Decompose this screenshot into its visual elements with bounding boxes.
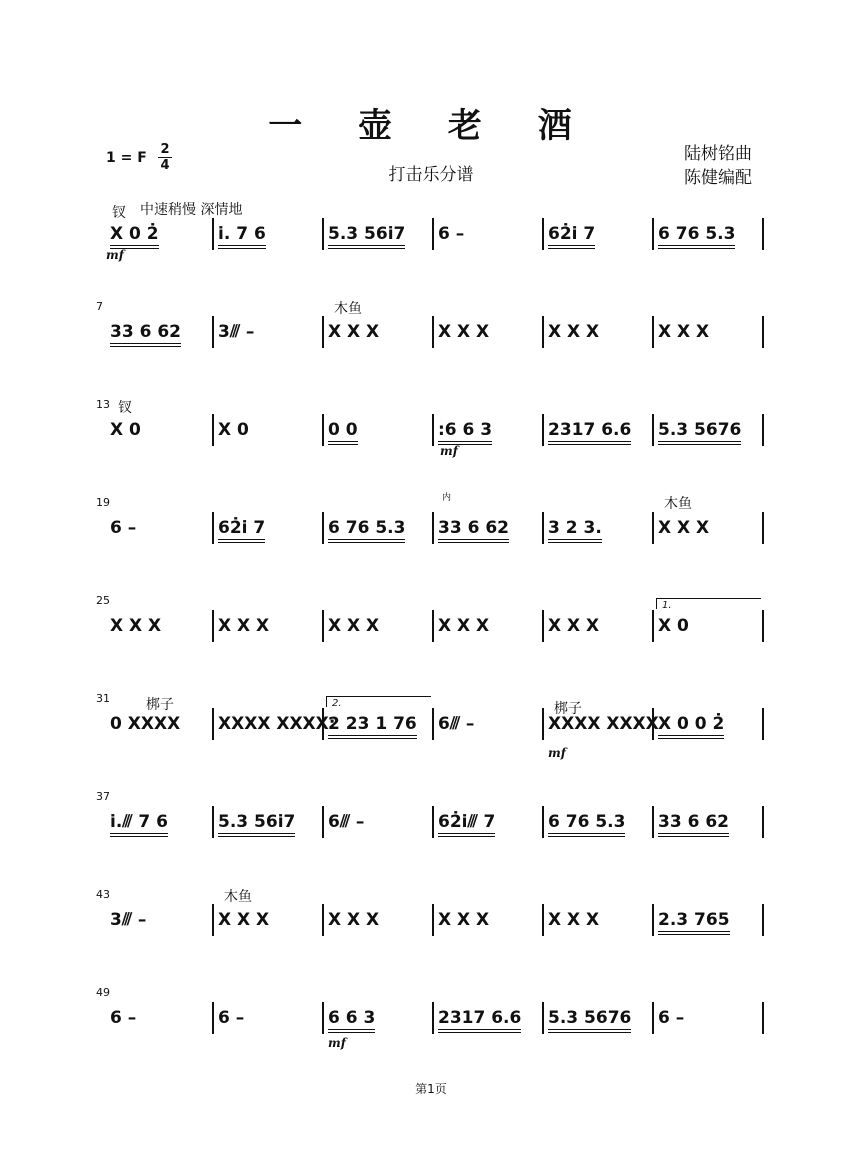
measure-notes: X 0 2̇ xyxy=(110,224,159,249)
measure-notes: 6 – xyxy=(218,1008,245,1028)
measure xyxy=(438,910,489,930)
bar-line xyxy=(212,1002,214,1034)
bar-line xyxy=(542,708,544,740)
measure-notes: 0 XXXX xyxy=(110,714,181,734)
measure xyxy=(548,910,599,930)
measure xyxy=(328,1008,375,1033)
bar-line xyxy=(542,806,544,838)
measure xyxy=(218,420,249,440)
bar-line xyxy=(762,904,764,936)
bar-line xyxy=(212,414,214,446)
measure-number: 25 xyxy=(96,594,110,607)
measure-notes: 33 6 62 xyxy=(438,518,509,543)
measure xyxy=(110,224,159,249)
measure xyxy=(438,420,492,445)
muyu-label-3: 木鱼 xyxy=(224,889,252,905)
bar-line xyxy=(432,316,434,348)
measure xyxy=(658,322,709,342)
measure-notes: X X X xyxy=(658,518,710,538)
muyu-label: 木鱼 xyxy=(334,301,362,317)
measure-notes: X 0 xyxy=(218,420,249,440)
measure-notes: 3⫻ – xyxy=(218,322,255,342)
measure-notes: 6 76 5.3 xyxy=(548,812,625,837)
measure xyxy=(438,812,495,837)
measure-notes: 2 23 1 76 xyxy=(328,714,417,739)
bar-line xyxy=(432,708,434,740)
measure xyxy=(548,224,595,249)
measure-notes: X 0 0 2̇ xyxy=(658,714,724,739)
measure-notes: 6 6 3 xyxy=(328,1008,375,1033)
measure-notes: 5.3 56i̇7 xyxy=(328,224,405,249)
measure-notes: 2.3 765 xyxy=(658,910,730,935)
measure xyxy=(548,616,599,636)
bar-line xyxy=(212,806,214,838)
measure-notes: X X X xyxy=(438,616,490,636)
bar-line xyxy=(322,806,324,838)
measure-notes: X X X xyxy=(438,322,490,342)
measure xyxy=(328,812,364,832)
measure xyxy=(438,322,489,342)
bar-line xyxy=(762,806,764,838)
measure-number: 37 xyxy=(96,790,110,803)
measure-notes: XXXX XXXX xyxy=(548,714,659,734)
measure xyxy=(218,1008,244,1028)
measure-notes: 2317 6.6 xyxy=(548,420,631,445)
bar-line xyxy=(542,1002,544,1034)
muyu-label-2: 木鱼 xyxy=(664,496,692,512)
measure xyxy=(110,322,181,347)
measure xyxy=(438,1008,521,1033)
measure-number: 19 xyxy=(96,496,110,509)
bar-line xyxy=(542,218,544,250)
measure xyxy=(548,322,599,342)
page-number: 第1页 xyxy=(415,1082,447,1096)
bar-line xyxy=(762,316,764,348)
measure-notes: X X X xyxy=(218,910,270,930)
bar-line xyxy=(652,512,654,544)
bar-line xyxy=(762,512,764,544)
tempo-marking: 中速稍慢 深情地 xyxy=(140,202,243,218)
measure-notes: i̇.⫻ 7 6 xyxy=(110,812,168,837)
measure-notes: 33 6 62 xyxy=(110,322,181,347)
bar-line xyxy=(652,316,654,348)
measure xyxy=(328,224,405,249)
dynamic-mf-4: mf xyxy=(328,1036,346,1050)
measure-notes: X X X xyxy=(328,910,380,930)
measure-number: 13 xyxy=(96,398,110,411)
bar-line xyxy=(212,316,214,348)
measure xyxy=(658,910,730,935)
measure-notes: 33 6 62 xyxy=(658,812,729,837)
measure-notes: 62̇i̇ 7 xyxy=(548,224,595,249)
measure-notes: 2317 6.6 xyxy=(438,1008,521,1033)
measure-notes: X X X xyxy=(658,322,710,342)
bar-line xyxy=(652,610,654,642)
measure-notes: 62̇i̇ 7 xyxy=(218,518,265,543)
measure xyxy=(658,1008,684,1028)
meter-denominator: 4 xyxy=(160,158,170,173)
measure-notes: X X X xyxy=(548,616,600,636)
measure-notes: X X X xyxy=(218,616,270,636)
measure xyxy=(218,518,265,543)
dynamic-mf: mf xyxy=(106,248,124,262)
measure-notes: 6⫻ – xyxy=(438,714,475,734)
measure xyxy=(328,714,417,739)
measure xyxy=(328,420,358,445)
measure-notes: 5.3 56i̇7 xyxy=(218,812,295,837)
measure xyxy=(218,322,254,342)
volta-1-label: 1. xyxy=(662,600,672,611)
measure-notes: X X X xyxy=(328,322,380,342)
bar-line xyxy=(762,414,764,446)
bar-line xyxy=(432,512,434,544)
bar-line xyxy=(762,1002,764,1034)
bar-line xyxy=(322,904,324,936)
bar-line xyxy=(542,414,544,446)
bar-line xyxy=(432,218,434,250)
score-title: 一 壶 老 酒 xyxy=(268,106,594,146)
measure xyxy=(658,518,709,538)
composer: 陆树铭曲 xyxy=(684,144,752,164)
measure xyxy=(438,714,474,734)
measure-number: 49 xyxy=(96,986,110,999)
bar-line xyxy=(542,316,544,348)
measure xyxy=(218,910,269,930)
measure-notes: X X X xyxy=(548,910,600,930)
measure-notes: 62̇i̇⫻ 7 xyxy=(438,812,495,837)
measure xyxy=(110,420,141,440)
bar-line xyxy=(652,904,654,936)
measure xyxy=(658,812,729,837)
bar-line xyxy=(432,610,434,642)
measure-notes: X 0 xyxy=(658,616,689,636)
measure xyxy=(218,714,336,734)
nei-mark: 内 xyxy=(442,493,452,503)
score-subtitle: 打击乐分谱 xyxy=(388,165,474,185)
bar-line xyxy=(542,610,544,642)
credits xyxy=(684,142,752,190)
measure xyxy=(110,812,168,837)
bar-line xyxy=(762,218,764,250)
bar-line xyxy=(322,610,324,642)
bar-line xyxy=(212,512,214,544)
volta-1-bracket xyxy=(656,598,761,609)
measure-notes: 6 76 5.3 xyxy=(328,518,405,543)
measure-notes: 0 0 xyxy=(328,420,358,445)
measure-notes: 5.3 5676 xyxy=(658,420,741,445)
volta-2-label: 2. xyxy=(332,698,342,709)
measure xyxy=(658,616,689,636)
measure xyxy=(218,812,295,837)
measure xyxy=(438,224,464,244)
key-signature: 1 = F xyxy=(106,150,147,166)
measure xyxy=(658,714,724,739)
bo-label: 钗 xyxy=(112,205,126,221)
bar-line xyxy=(432,1002,434,1034)
measure xyxy=(548,1008,631,1033)
measure xyxy=(548,518,602,543)
bar-line xyxy=(322,1002,324,1034)
volta-2-bracket xyxy=(326,696,431,707)
bar-line xyxy=(212,904,214,936)
measure xyxy=(658,224,735,249)
measure-notes: 3 2 3. xyxy=(548,518,602,543)
bar-line xyxy=(542,512,544,544)
measure-notes: 6 – xyxy=(438,224,465,244)
measure-notes: 6 – xyxy=(658,1008,685,1028)
bar-line xyxy=(322,316,324,348)
bar-line xyxy=(322,218,324,250)
measure xyxy=(110,616,161,636)
bar-line xyxy=(212,218,214,250)
measure-notes: X X X xyxy=(110,616,162,636)
bar-line xyxy=(432,806,434,838)
measure xyxy=(110,910,146,930)
measure xyxy=(328,518,405,543)
measure-notes: 6 – xyxy=(110,1008,137,1028)
measure-notes: 5.3 5676 xyxy=(548,1008,631,1033)
bar-line xyxy=(762,610,764,642)
measure-notes: 6 – xyxy=(110,518,137,538)
bar-line xyxy=(652,806,654,838)
measure-notes: 3⫻ – xyxy=(110,910,147,930)
dynamic-mf-2: mf xyxy=(440,444,458,458)
bar-line xyxy=(322,414,324,446)
bar-line xyxy=(652,1002,654,1034)
measure xyxy=(218,224,266,249)
measure-number: 7 xyxy=(96,300,103,313)
measure-notes: X X X xyxy=(548,322,600,342)
measure xyxy=(110,714,180,734)
measure xyxy=(438,616,489,636)
bar-line xyxy=(432,414,434,446)
bar-line xyxy=(212,708,214,740)
measure-notes: X 0 xyxy=(110,420,141,440)
measure xyxy=(328,910,379,930)
measure-notes: X X X xyxy=(438,910,490,930)
measure xyxy=(548,420,631,445)
measure xyxy=(658,420,741,445)
bar-line xyxy=(652,414,654,446)
measure xyxy=(110,1008,136,1028)
measure xyxy=(328,616,379,636)
measure-notes: :6 6 3 xyxy=(438,420,492,445)
bar-line xyxy=(652,218,654,250)
bar-line xyxy=(432,904,434,936)
bar-line xyxy=(212,610,214,642)
measure xyxy=(218,616,269,636)
dynamic-mf-3: mf xyxy=(548,746,566,760)
bangzi-label: 梆子 xyxy=(146,697,174,713)
measure xyxy=(438,518,509,543)
measure xyxy=(110,518,136,538)
bangzi-label-2: 梆子 xyxy=(554,701,582,717)
measure xyxy=(328,322,379,342)
measure-notes: i̇. 7 6 xyxy=(218,224,266,249)
arranger: 陈健编配 xyxy=(684,168,752,188)
bar-line xyxy=(542,904,544,936)
measure-number: 31 xyxy=(96,692,110,705)
bar-line xyxy=(322,512,324,544)
measure-notes: X X X xyxy=(328,616,380,636)
measure-notes: XXXX XXXX: xyxy=(218,714,336,734)
bo-label-2: 钗 xyxy=(118,400,132,416)
measure xyxy=(548,812,625,837)
bar-line xyxy=(762,708,764,740)
meter-numerator: 2 xyxy=(160,142,170,157)
measure-number: 43 xyxy=(96,888,110,901)
measure-notes: 6⫻ – xyxy=(328,812,365,832)
measure-notes: 6 76 5.3 xyxy=(658,224,735,249)
